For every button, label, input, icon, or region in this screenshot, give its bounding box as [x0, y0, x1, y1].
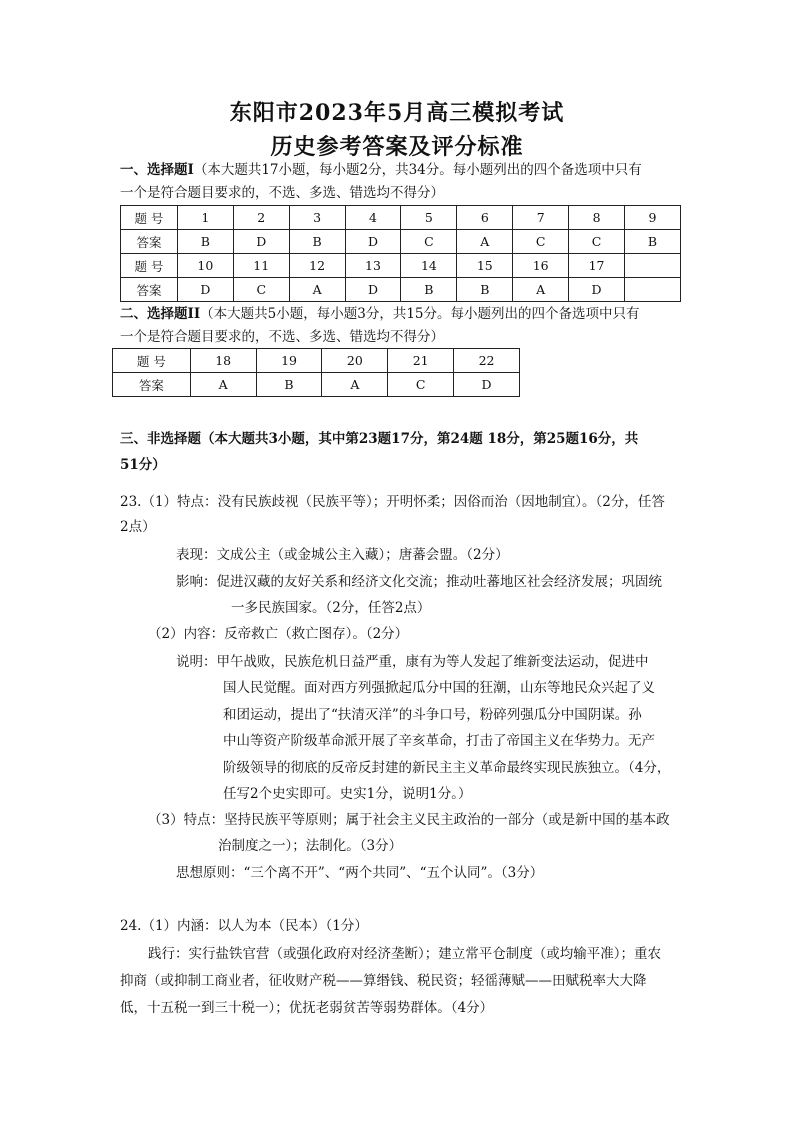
q23-line4: 影响：促进汉藏的友好关系和经济文化交流；推动吐蕃地区社会经济发展；巩固统	[176, 574, 662, 590]
table-cell: C	[401, 230, 457, 254]
table-cell: C	[388, 373, 454, 397]
table-cell: 19	[256, 349, 322, 373]
table-cell: B	[177, 230, 233, 254]
answer-row	[121, 278, 681, 302]
question-number-row	[121, 254, 681, 278]
q24-line3: 抑商（或抑制工商业者，征收财产税——算缗钱、税民资；轻徭薄赋——田赋税率大大降	[120, 973, 647, 989]
table-cell: 17	[569, 254, 625, 278]
table-cell: B	[457, 278, 513, 302]
row-header-cell: 题 号	[121, 206, 178, 230]
table-cell: 14	[401, 254, 457, 278]
table-cell: C	[233, 278, 289, 302]
table-cell: 2	[233, 206, 289, 230]
table-cell: 12	[289, 254, 345, 278]
table-cell: B	[401, 278, 457, 302]
table-cell	[625, 254, 681, 278]
table-cell: 22	[454, 349, 520, 373]
row-header-cell: 题 号	[113, 349, 191, 373]
table-cell: 8	[569, 206, 625, 230]
q23-line14: 治制度之一）；法制化。（3分）	[218, 838, 403, 854]
table-cell: A	[289, 278, 345, 302]
q23-line12: 任写2个史实即可。史实1分，说明1分。）	[223, 786, 472, 802]
table-cell: C	[513, 230, 569, 254]
row-header-cell: 答案	[121, 278, 178, 302]
section3-heading-line1: 三、非选择题（本大题共3小题，其中第23题17分，第24题 18分，第25题16分，共	[120, 431, 639, 447]
table-cell: A	[513, 278, 569, 302]
row-header-cell: 答案	[113, 373, 191, 397]
table-cell: 20	[322, 349, 388, 373]
q23-line1: 23.（1）特点：没有民族歧视（民族平等）；开明怀柔；因俗而治（因地制宜）。（2分，任答	[120, 494, 665, 510]
table-cell: 6	[457, 206, 513, 230]
q23-line2: 2点）	[120, 519, 156, 535]
row-header-cell: 答案	[121, 230, 178, 254]
q24-line2: 践行：实行盐铁官营（或强化政府对经济垄断）；建立常平仓制度（或均输平准）；重农	[148, 946, 661, 962]
q23-line6: （2）内容：反帝救亡（救亡图存）。（2分）	[148, 626, 409, 642]
table-cell: D	[454, 373, 520, 397]
table-cell: 21	[388, 349, 454, 373]
table-cell: A	[190, 373, 256, 397]
section2-desc: （本大题共5小题，每小题3分，共15分。每小题列出的四个备选项中只有	[200, 306, 640, 322]
answer-row	[121, 230, 681, 254]
section1-desc: （本大题共17小题，每小题2分，共34分。每小题列出的四个备选项中只有	[193, 162, 642, 178]
document-title: 东阳市2023年5月高三模拟考试	[229, 100, 565, 126]
q23-line9: 和团运动，提出了“扶清灭洋”的斗争口号，粉碎列强瓜分中国阴谋。孙	[223, 707, 642, 723]
section2-intro-line1	[120, 302, 640, 322]
table-cell: 10	[177, 254, 233, 278]
section2-answer-table	[112, 348, 520, 397]
table-cell: D	[345, 278, 401, 302]
q24-line1: 24.（1）内涵：以人为本（民本）（1分）	[120, 918, 368, 934]
q23-line8: 国人民觉醒。面对西方列强掀起瓜分中国的狂潮，山东等地民众兴起了义	[223, 680, 655, 696]
table-cell: A	[457, 230, 513, 254]
table-cell: 11	[233, 254, 289, 278]
table-cell: 13	[345, 254, 401, 278]
table-cell	[625, 278, 681, 302]
table-cell: 3	[289, 206, 345, 230]
q23-line11: 阶级领导的彻底的反帝反封建的新民主主义革命最终实现民族独立。（4分，	[223, 760, 671, 776]
document-subtitle: 历史参考答案及评分标准	[270, 134, 524, 160]
section1-intro-line2: 一个是符合题目要求的，不选、多选、错选均不得分）	[120, 185, 444, 201]
section1-intro-line1	[120, 158, 642, 178]
table-cell: 16	[513, 254, 569, 278]
table-cell: B	[625, 230, 681, 254]
table-cell: 4	[345, 206, 401, 230]
answer-row	[113, 373, 520, 397]
table-cell: D	[345, 230, 401, 254]
q23-line7: 说明：甲午战败，民族危机日益严重，康有为等人发起了维新变法运动，促进中	[176, 654, 649, 670]
table-cell: B	[256, 373, 322, 397]
section2-heading: 二、选择题II	[120, 306, 201, 322]
q23-line3: 表现：文成公主（或金城公主入藏）；唐蕃会盟。（2分）	[176, 547, 509, 563]
table-cell: D	[569, 278, 625, 302]
table-cell: B	[289, 230, 345, 254]
table-cell: 9	[625, 206, 681, 230]
question-number-row	[121, 206, 681, 230]
section2-intro-line2: 一个是符合题目要求的，不选、多选、错选均不得分）	[120, 329, 444, 345]
table-cell: 5	[401, 206, 457, 230]
table-cell: 7	[513, 206, 569, 230]
table-cell: D	[233, 230, 289, 254]
section1-heading: 一、选择题Ⅰ	[120, 162, 194, 178]
table-cell: 1	[177, 206, 233, 230]
q23-line15: 思想原则：“三个离不开”、“两个共同”、“五个认同”。（3分）	[176, 865, 544, 881]
table-cell: 18	[190, 349, 256, 373]
section1-answer-table	[120, 205, 681, 302]
row-header-cell: 题 号	[121, 254, 178, 278]
section3-heading-line2: 51分）	[120, 457, 166, 473]
table-cell: 15	[457, 254, 513, 278]
q23-line13: （3）特点：坚持民族平等原则；属于社会主义民主政治的一部分（或是新中国的基本政	[148, 812, 670, 828]
q24-line4: 低，十五税一到三十税一）；优抚老弱贫苦等弱势群体。（4分）	[120, 1000, 494, 1016]
table-cell: C	[569, 230, 625, 254]
question-number-row	[113, 349, 520, 373]
q23-line5: 一多民族国家。（2分，任答2点）	[231, 600, 431, 616]
table-cell: A	[322, 373, 388, 397]
table-cell: D	[177, 278, 233, 302]
q23-line10: 中山等资产阶级革命派开展了辛亥革命，打击了帝国主义在华势力。无产	[223, 733, 655, 749]
